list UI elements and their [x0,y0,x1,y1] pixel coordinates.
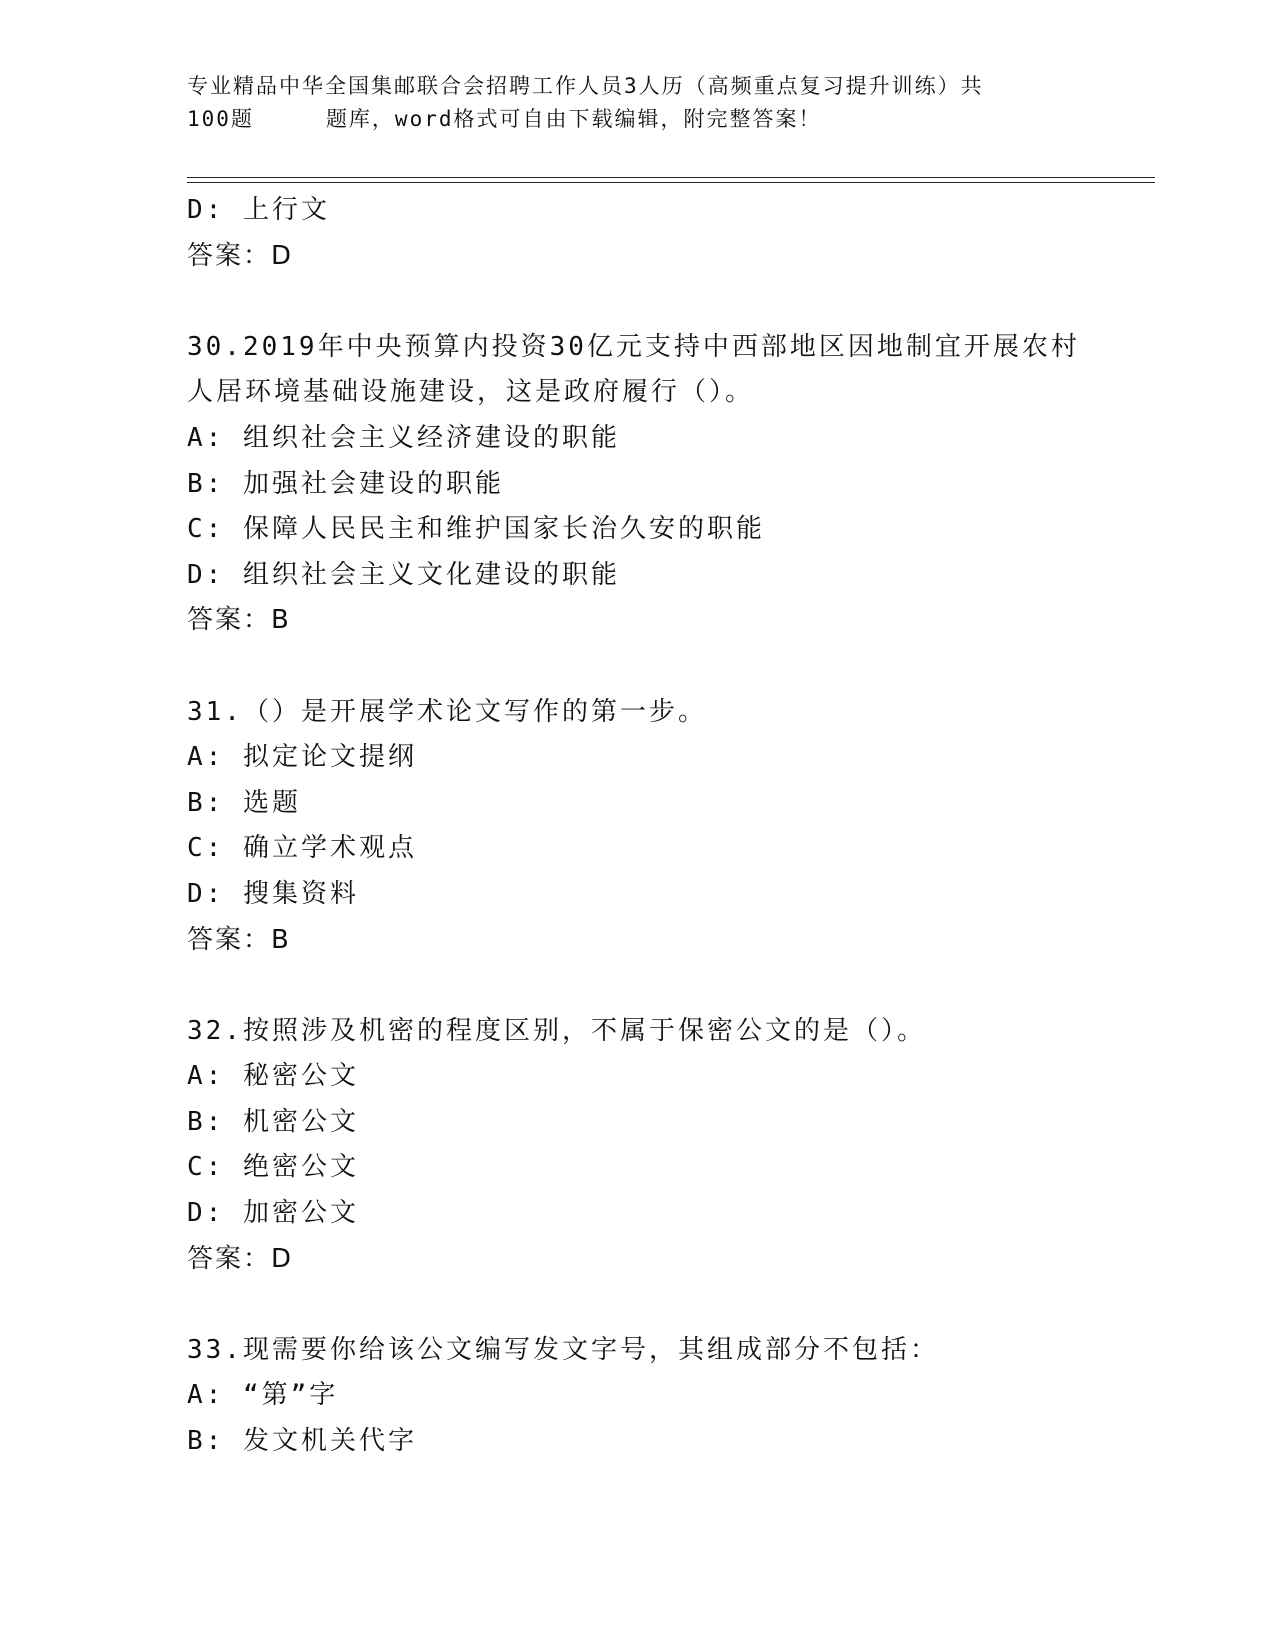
question-stem: 33.现需要你给该公文编写发文字号，其组成部分不包括： [187,1334,939,1365]
question-stem: 32.按照涉及机密的程度区别，不属于保密公文的是（）。 [187,1015,926,1046]
option-c: C: 绝密公文 [187,1152,359,1183]
answer-line: 答案：D [187,1243,294,1274]
option-b: B: 机密公文 [187,1106,359,1137]
header-divider-top [187,177,1155,178]
option-a: A: “第”字 [187,1380,339,1411]
question-33 [187,1328,1087,1465]
option-a: A: 拟定论文提纲 [187,742,417,773]
option-d: D: 组织社会主义文化建设的职能 [187,559,620,590]
header-question-count: 100题 [187,107,254,131]
question-30 [187,325,1087,644]
question-list [187,188,1087,1465]
option-d: D: 上行文 [187,195,330,225]
option-b: B: 选题 [187,787,301,818]
option-c: C: 保障人民民主和维护国家长治久安的职能 [187,514,765,545]
option-b: B: 发文机关代字 [187,1426,417,1457]
question-stem: 31.（）是开展学术论文写作的第一步。 [187,696,707,727]
answer-line: 答案：B [187,924,291,955]
document-header [187,70,1087,136]
option-c: C: 确立学术观点 [187,833,417,864]
question-stem: 30.2019年中央预算内投资30亿元支持中西部地区因地制宜开展农村 [187,331,1080,362]
header-description: 题库，word格式可自由下载编辑，附完整答案！ [325,107,822,131]
option-d: D: 搜集资料 [187,878,359,909]
option-d: D: 加密公文 [187,1198,359,1229]
option-a: A: 组织社会主义经济建设的职能 [187,422,620,453]
header-title-line-2 [187,103,1087,136]
header-divider-bottom [187,182,1155,183]
question-31 [187,690,1087,964]
question-32 [187,1009,1087,1283]
option-b: B: 加强社会建设的职能 [187,468,504,499]
answer-line: 答案：D [187,240,294,271]
option-a: A: 秘密公文 [187,1061,359,1092]
answer-line: 答案：B [187,605,291,636]
question-stem-continued: 人居环境基础设施建设，这是政府履行（）。 [187,377,755,408]
header-title-line-1: 专业精品中华全国集邮联合会招聘工作人员3人历（高频重点复习提升训练）共 [187,74,984,98]
